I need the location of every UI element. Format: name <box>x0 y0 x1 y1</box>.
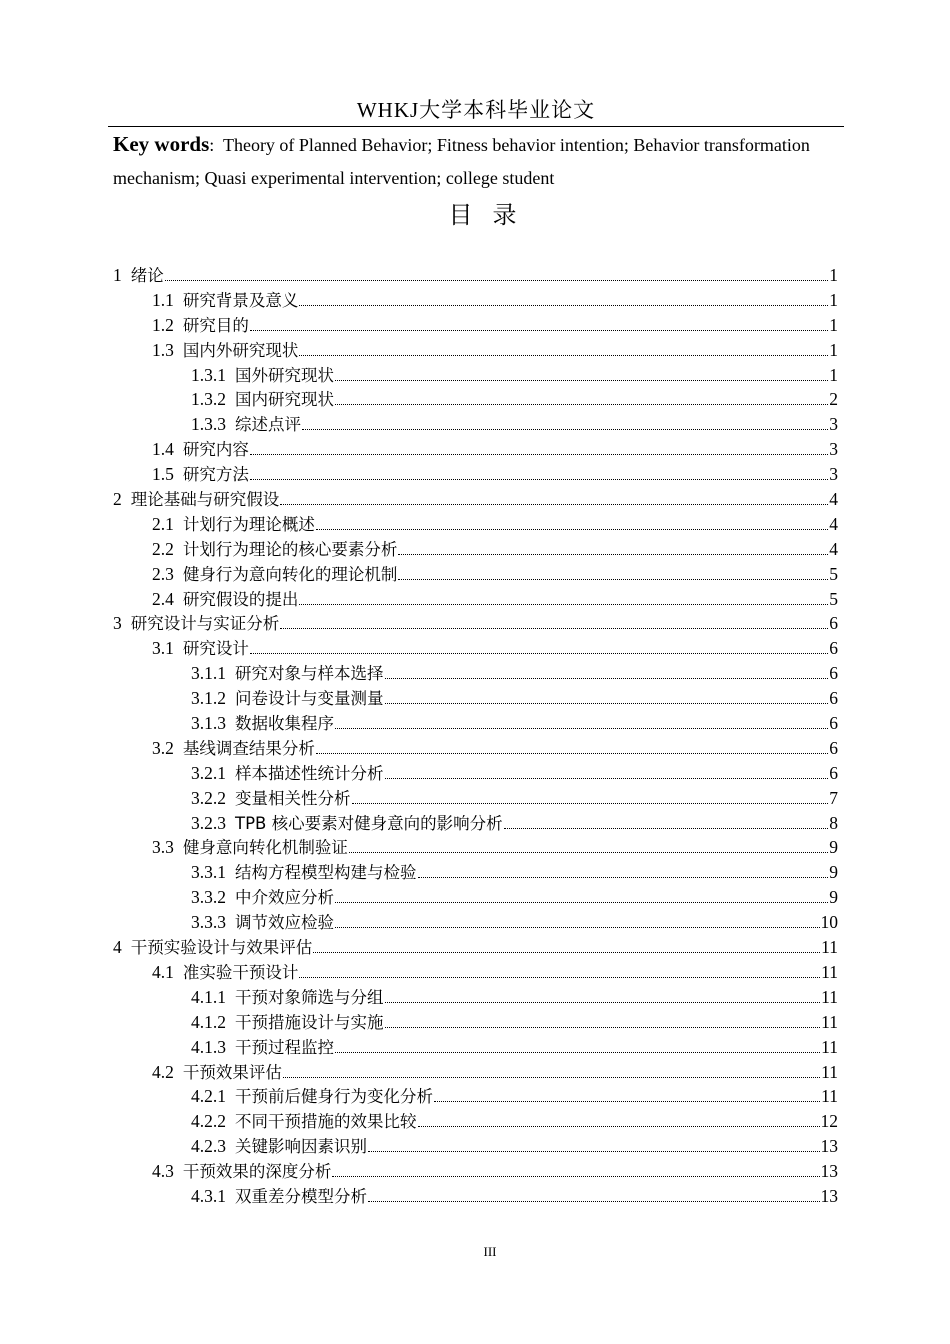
toc-entry-number: 1.3.1 <box>191 364 226 385</box>
toc-entry-page: 13 <box>820 1136 838 1157</box>
toc-entry[interactable] <box>113 959 838 984</box>
toc-entry-number: 3.3 <box>152 837 174 858</box>
toc-entry[interactable] <box>113 760 838 785</box>
toc-entry[interactable] <box>113 1183 838 1208</box>
toc-entry[interactable] <box>113 934 838 959</box>
toc-entry[interactable] <box>113 984 838 1009</box>
toc-entry-title: 数据收集程序 <box>235 714 334 734</box>
toc-entry-number: 3.3.3 <box>191 912 226 933</box>
toc-dot-leader <box>335 1052 820 1053</box>
toc-entry-number: 1.4 <box>152 439 174 460</box>
toc-dot-leader <box>385 1002 821 1003</box>
keywords-paragraph <box>113 128 833 195</box>
toc-dot-leader <box>352 803 829 804</box>
toc-entry-title: 研究目的 <box>182 315 249 335</box>
toc-entry-number: 3.1 <box>152 638 174 659</box>
toc-dot-leader <box>335 380 828 381</box>
toc-entry-page: 3 <box>829 439 838 460</box>
toc-entry[interactable] <box>113 710 838 735</box>
toc-entry-title: 问卷设计与变量测量 <box>235 689 384 709</box>
toc-entry-page: 4 <box>829 538 838 559</box>
toc-dot-leader <box>368 1201 820 1202</box>
toc-dot-leader <box>283 1077 820 1078</box>
toc-entry-number: 2.1 <box>152 513 174 534</box>
toc-entry-number: 1.2 <box>152 314 174 335</box>
toc-entry-title: 样本描述性统计分析 <box>235 763 384 783</box>
toc-dot-leader <box>398 554 828 555</box>
toc-entry-title: 综述点评 <box>235 415 301 435</box>
toc-entry-page: 1 <box>829 314 838 335</box>
toc-entry-page: 9 <box>829 837 838 858</box>
toc-entry[interactable] <box>113 859 838 884</box>
toc-dot-leader <box>418 1126 820 1127</box>
toc-entry-page: 3 <box>829 464 838 485</box>
toc-entry-title: 基线调查结果分析 <box>182 738 315 758</box>
toc-entry-title: 绪论 <box>130 266 164 285</box>
table-of-contents <box>113 262 838 1208</box>
toc-entry-title: 调节效应检验 <box>235 913 334 933</box>
toc-entry-number: 2.4 <box>152 588 174 609</box>
page-header <box>108 96 844 127</box>
toc-entry[interactable] <box>113 1083 838 1108</box>
toc-entry-title: 国内外研究现状 <box>182 340 299 360</box>
toc-entry-number: 3.2 <box>152 737 174 758</box>
toc-entry-page: 6 <box>829 713 838 734</box>
toc-entry-title: 理论基础与研究假设 <box>130 490 280 510</box>
toc-dot-leader <box>349 852 828 853</box>
toc-entry-page: 13 <box>820 1185 838 1206</box>
toc-entry-page: 2 <box>829 389 838 410</box>
toc-entry-title: 研究背景及意义 <box>182 290 299 310</box>
toc-entry-page: 11 <box>821 986 838 1007</box>
toc-entry-page: 9 <box>829 862 838 883</box>
toc-entry-title: 干预实验设计与效果评估 <box>130 938 313 958</box>
toc-entry[interactable] <box>113 1059 838 1084</box>
toc-dot-leader <box>335 927 820 928</box>
toc-dot-leader <box>250 479 828 480</box>
toc-entry-number: 4.3 <box>152 1161 174 1182</box>
toc-entry[interactable] <box>113 486 838 511</box>
toc-entry-title: 研究设计 <box>182 639 249 659</box>
toc-entry-page: 11 <box>821 1086 838 1107</box>
toc-dot-leader <box>385 1027 821 1028</box>
toc-entry-page: 11 <box>821 961 838 982</box>
header-chinese: 大学本科毕业论文 <box>419 98 596 122</box>
toc-entry-title: 双重差分模型分析 <box>235 1186 367 1206</box>
toc-entry-title: 干预前后健身行为变化分析 <box>235 1087 433 1107</box>
toc-entry-page: 1 <box>829 364 838 385</box>
toc-entry[interactable] <box>113 337 838 362</box>
toc-entry-number: 1.3 <box>152 339 174 360</box>
toc-entry-page: 9 <box>829 887 838 908</box>
keywords-label: Key words <box>113 132 210 156</box>
toc-entry-page: 13 <box>820 1161 838 1182</box>
toc-entry-number: 2.2 <box>152 538 174 559</box>
toc-entry[interactable] <box>113 511 838 536</box>
toc-title: 目录 <box>448 201 537 229</box>
toc-entry-title: 研究设计与实证分析 <box>130 614 280 634</box>
toc-dot-leader <box>313 952 820 953</box>
toc-entry-page: 6 <box>829 762 838 783</box>
toc-dot-leader <box>299 977 820 978</box>
toc-dot-leader <box>280 628 828 629</box>
toc-dot-leader <box>335 902 828 903</box>
keywords-colon: : <box>209 135 215 155</box>
toc-entry-number: 1.5 <box>152 464 174 485</box>
toc-entry-page: 4 <box>829 513 838 534</box>
toc-entry-title: 计划行为理论概述 <box>182 514 315 534</box>
toc-entry-title: 研究方法 <box>182 465 249 485</box>
toc-entry-number: 4.1 <box>152 961 174 982</box>
toc-dot-leader <box>250 653 828 654</box>
toc-entry-title: 国内研究现状 <box>235 390 334 410</box>
toc-entry-title: 健身意向转化机制验证 <box>182 838 348 858</box>
toc-entry[interactable] <box>113 561 838 586</box>
toc-entry[interactable] <box>113 411 838 436</box>
toc-entry-page: 6 <box>829 613 838 634</box>
toc-entry-page: 11 <box>821 1036 838 1057</box>
toc-entry[interactable] <box>113 461 838 486</box>
toc-entry-page: 11 <box>821 1061 838 1082</box>
toc-entry-title: 计划行为理论的核心要素分析 <box>182 539 398 559</box>
toc-entry-title: TPB 核心要素对健身意向的影响分析 <box>235 813 503 833</box>
toc-dot-leader <box>418 877 829 878</box>
toc-entry-page: 4 <box>829 489 838 510</box>
toc-entry-number: 2.3 <box>152 563 174 584</box>
page-number: III <box>483 1244 497 1259</box>
toc-entry-page: 12 <box>820 1111 838 1132</box>
toc-entry-title: 不同干预措施的效果比较 <box>235 1112 417 1132</box>
toc-entry[interactable] <box>113 610 838 635</box>
toc-entry-title: 结构方程模型构建与检验 <box>235 863 417 883</box>
toc-entry-number: 1.3.2 <box>191 389 226 410</box>
toc-entry-title: 干预过程监控 <box>235 1037 334 1057</box>
toc-entry-title: 干预措施设计与实施 <box>235 1012 384 1032</box>
toc-entry-page: 1 <box>829 339 838 360</box>
toc-entry-page: 1 <box>829 265 838 285</box>
toc-entry-title: 研究假设的提出 <box>182 589 299 609</box>
toc-entry-number: 4.1.1 <box>191 986 226 1007</box>
toc-entry[interactable] <box>113 386 838 411</box>
toc-entry[interactable] <box>113 312 838 337</box>
toc-entry-title: 研究对象与样本选择 <box>235 664 384 684</box>
toc-dot-leader <box>316 753 828 754</box>
toc-entry-number: 1.1 <box>152 289 174 310</box>
toc-entry-page: 6 <box>829 663 838 684</box>
toc-entry[interactable] <box>113 436 838 461</box>
toc-dot-leader <box>316 529 828 530</box>
toc-entry-page: 6 <box>829 688 838 709</box>
toc-entry-number: 4.2 <box>152 1061 174 1082</box>
toc-entry[interactable] <box>113 660 838 685</box>
toc-entry-page: 11 <box>821 1011 838 1032</box>
toc-entry-title: 干预效果评估 <box>182 1062 282 1082</box>
toc-entry[interactable] <box>113 1034 838 1059</box>
toc-entry-title: 关键影响因素识别 <box>235 1137 367 1157</box>
toc-dot-leader <box>299 355 828 356</box>
toc-entry-page: 6 <box>829 737 838 758</box>
header-title <box>357 96 595 124</box>
toc-dot-leader <box>434 1101 820 1102</box>
toc-dot-leader <box>302 429 828 430</box>
toc-dot-leader <box>299 604 828 605</box>
toc-entry-number: 4 <box>113 937 122 958</box>
toc-entry[interactable] <box>113 262 838 287</box>
toc-dot-leader <box>250 454 828 455</box>
toc-dot-leader <box>335 728 828 729</box>
toc-entry[interactable] <box>113 810 838 835</box>
toc-dot-leader <box>368 1151 820 1152</box>
toc-entry-number: 4.1.2 <box>191 1011 226 1032</box>
toc-entry-title: 干预效果的深度分析 <box>182 1162 332 1182</box>
toc-entry-number: 4.2.2 <box>191 1111 226 1132</box>
toc-entry-number: 3 <box>113 613 122 634</box>
toc-entry[interactable] <box>113 635 838 660</box>
toc-entry[interactable] <box>113 1108 838 1133</box>
keywords-text: Theory of Planned Behavior; Fitness behavior intention; Behavior transformation mechanism; Quasi experimental intervention; college student <box>113 135 810 188</box>
toc-entry-number: 4.3.1 <box>191 1185 226 1206</box>
toc-entry-title: 健身行为意向转化的理论机制 <box>182 564 398 584</box>
toc-entry-page: 6 <box>829 638 838 659</box>
toc-entry[interactable] <box>113 536 838 561</box>
toc-entry-title: 干预对象筛选与分组 <box>235 987 384 1007</box>
toc-entry[interactable] <box>113 735 838 760</box>
toc-entry-number: 3.2.3 <box>191 812 226 833</box>
toc-dot-leader <box>504 828 829 829</box>
toc-entry-page: 1 <box>829 289 838 310</box>
toc-dot-leader <box>385 703 829 704</box>
toc-entry-number: 4.2.3 <box>191 1136 226 1157</box>
toc-entry-title: 研究内容 <box>182 440 249 460</box>
toc-entry-number: 3.1.2 <box>191 688 226 709</box>
toc-entry-number: 3.1.1 <box>191 663 226 684</box>
toc-entry-number: 3.2.2 <box>191 787 226 808</box>
toc-dot-leader <box>165 280 829 281</box>
toc-entry[interactable] <box>113 1009 838 1034</box>
toc-entry-number: 4.2.1 <box>191 1086 226 1107</box>
toc-dot-leader <box>385 778 829 779</box>
toc-entry[interactable] <box>113 909 838 934</box>
header-latin: WHKJ <box>356 98 420 122</box>
toc-entry-page: 10 <box>820 912 838 933</box>
toc-entry-title: 准实验干预设计 <box>182 962 299 982</box>
toc-entry-number: 3.3.2 <box>191 887 226 908</box>
toc-entry[interactable] <box>113 362 838 387</box>
toc-entry-page: 5 <box>829 588 838 609</box>
toc-entry-number: 4.1.3 <box>191 1036 226 1057</box>
toc-entry[interactable] <box>113 1133 838 1158</box>
toc-entry-number: 1 <box>113 265 122 285</box>
toc-entry-number: 2 <box>113 489 122 510</box>
toc-entry-title: 国外研究现状 <box>235 365 334 385</box>
toc-entry-number: 3.3.1 <box>191 862 226 883</box>
toc-entry-page: 8 <box>829 812 838 833</box>
toc-entry-number: 3.1.3 <box>191 713 226 734</box>
toc-dot-leader <box>332 1176 819 1177</box>
toc-entry[interactable] <box>113 884 838 909</box>
toc-dot-leader <box>385 678 829 679</box>
toc-entry-page: 5 <box>829 563 838 584</box>
toc-entry[interactable] <box>113 685 838 710</box>
toc-entry[interactable] <box>113 287 838 312</box>
toc-entry[interactable] <box>113 1158 838 1183</box>
toc-entry[interactable] <box>113 785 838 810</box>
toc-dot-leader <box>335 404 828 405</box>
toc-entry-page: 7 <box>829 787 838 808</box>
toc-dot-leader <box>250 330 828 331</box>
toc-entry[interactable] <box>113 586 838 611</box>
toc-entry-title: 中介效应分析 <box>235 888 334 908</box>
toc-entry-title: 变量相关性分析 <box>235 788 351 808</box>
toc-entry-number: 1.3.3 <box>191 414 226 435</box>
toc-entry-page: 11 <box>821 937 838 958</box>
toc-entry-number: 3.2.1 <box>191 762 226 783</box>
toc-entry[interactable] <box>113 834 838 859</box>
toc-dot-leader <box>299 305 828 306</box>
toc-entry-page: 3 <box>829 414 838 435</box>
toc-dot-leader <box>398 579 828 580</box>
toc-dot-leader <box>280 504 828 505</box>
